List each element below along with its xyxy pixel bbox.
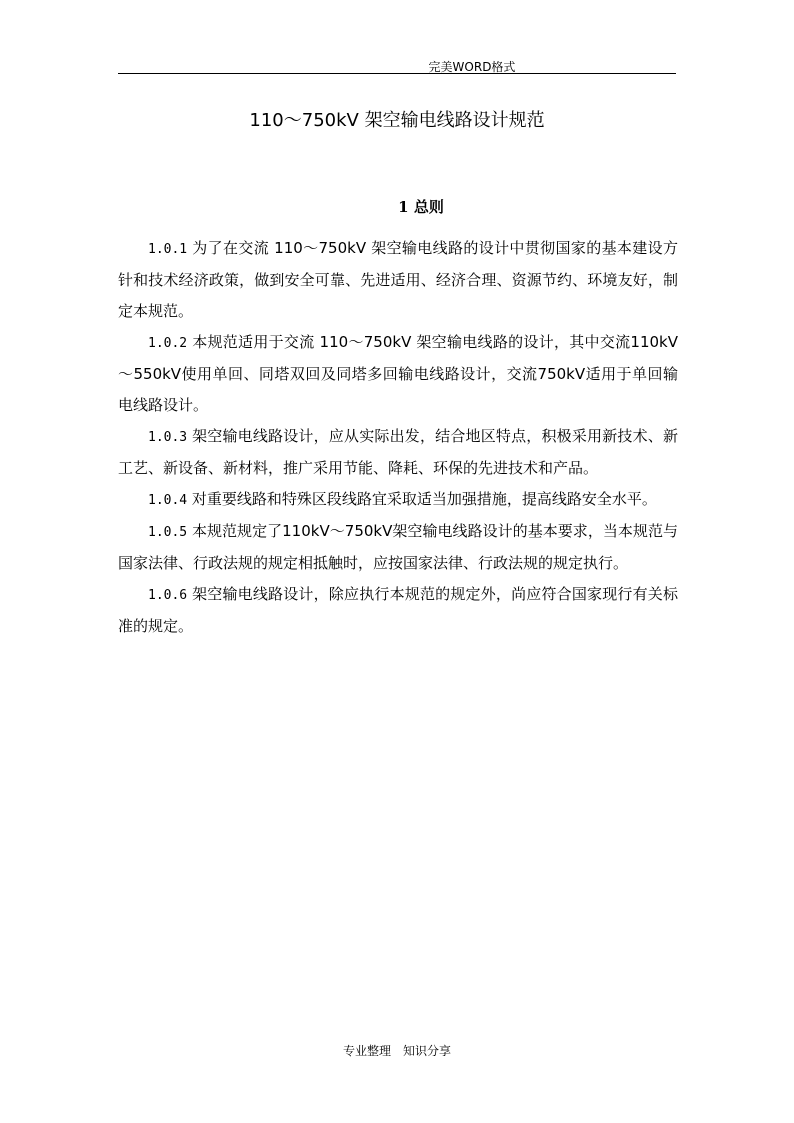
- document-title: 110～750kV 架空输电线路设计规范: [249, 110, 545, 131]
- clause-paragraph: [118, 579, 678, 642]
- clause-number: 1.0.6: [148, 588, 188, 603]
- header-text: 完美WORD格式: [428, 60, 516, 74]
- document-body: [118, 233, 678, 642]
- clause-paragraph: [118, 421, 678, 484]
- clause-paragraph: [118, 484, 678, 516]
- clause-number: 1.0.5: [148, 525, 188, 540]
- clause-paragraph: [118, 327, 678, 421]
- section-title: 1 总则: [398, 198, 444, 216]
- clause-number: 1.0.3: [148, 430, 188, 445]
- clause-text: 为了在交流 110～750kV 架空输电线路的设计中贯彻国家的基本建设方针和技术经济政策，做到安全可靠、先进适用、经济合理、资源节约、环境友好，制定本规范。: [118, 239, 678, 320]
- clause-paragraph: [118, 516, 678, 579]
- clause-number: 1.0.4: [148, 493, 188, 508]
- clause-text: 本规范适用于交流 110～750kV 架空输电线路的设计，其中交流110kV～550kV使用单回、同塔双回及同塔多回输电线路设计，交流750kV适用于单回输电线路设计。: [118, 333, 678, 414]
- clause-paragraph: [118, 233, 678, 327]
- page-footer: 专业整理 知识分享: [342, 1044, 451, 1058]
- header-rule: [118, 73, 676, 74]
- clause-number: 1.0.1: [148, 242, 188, 257]
- clause-number: 1.0.2: [148, 336, 188, 351]
- clause-text: 本规范规定了110kV～750kV架空输电线路设计的基本要求，当本规范与国家法律、行政法规的规定相抵触时，应按国家法律、行政法规的规定执行。: [118, 522, 678, 572]
- clause-text: 对重要线路和特殊区段线路宜采取适当加强措施，提高线路安全水平。: [187, 490, 657, 508]
- clause-text: 架空输电线路设计，除应执行本规范的规定外，尚应符合国家现行有关标准的规定。: [118, 585, 678, 635]
- clause-text: 架空输电线路设计，应从实际出发，结合地区特点，积极采用新技术、新工艺、新设备、新材料，推广采用节能、降耗、环保的先进技术和产品。: [118, 427, 678, 477]
